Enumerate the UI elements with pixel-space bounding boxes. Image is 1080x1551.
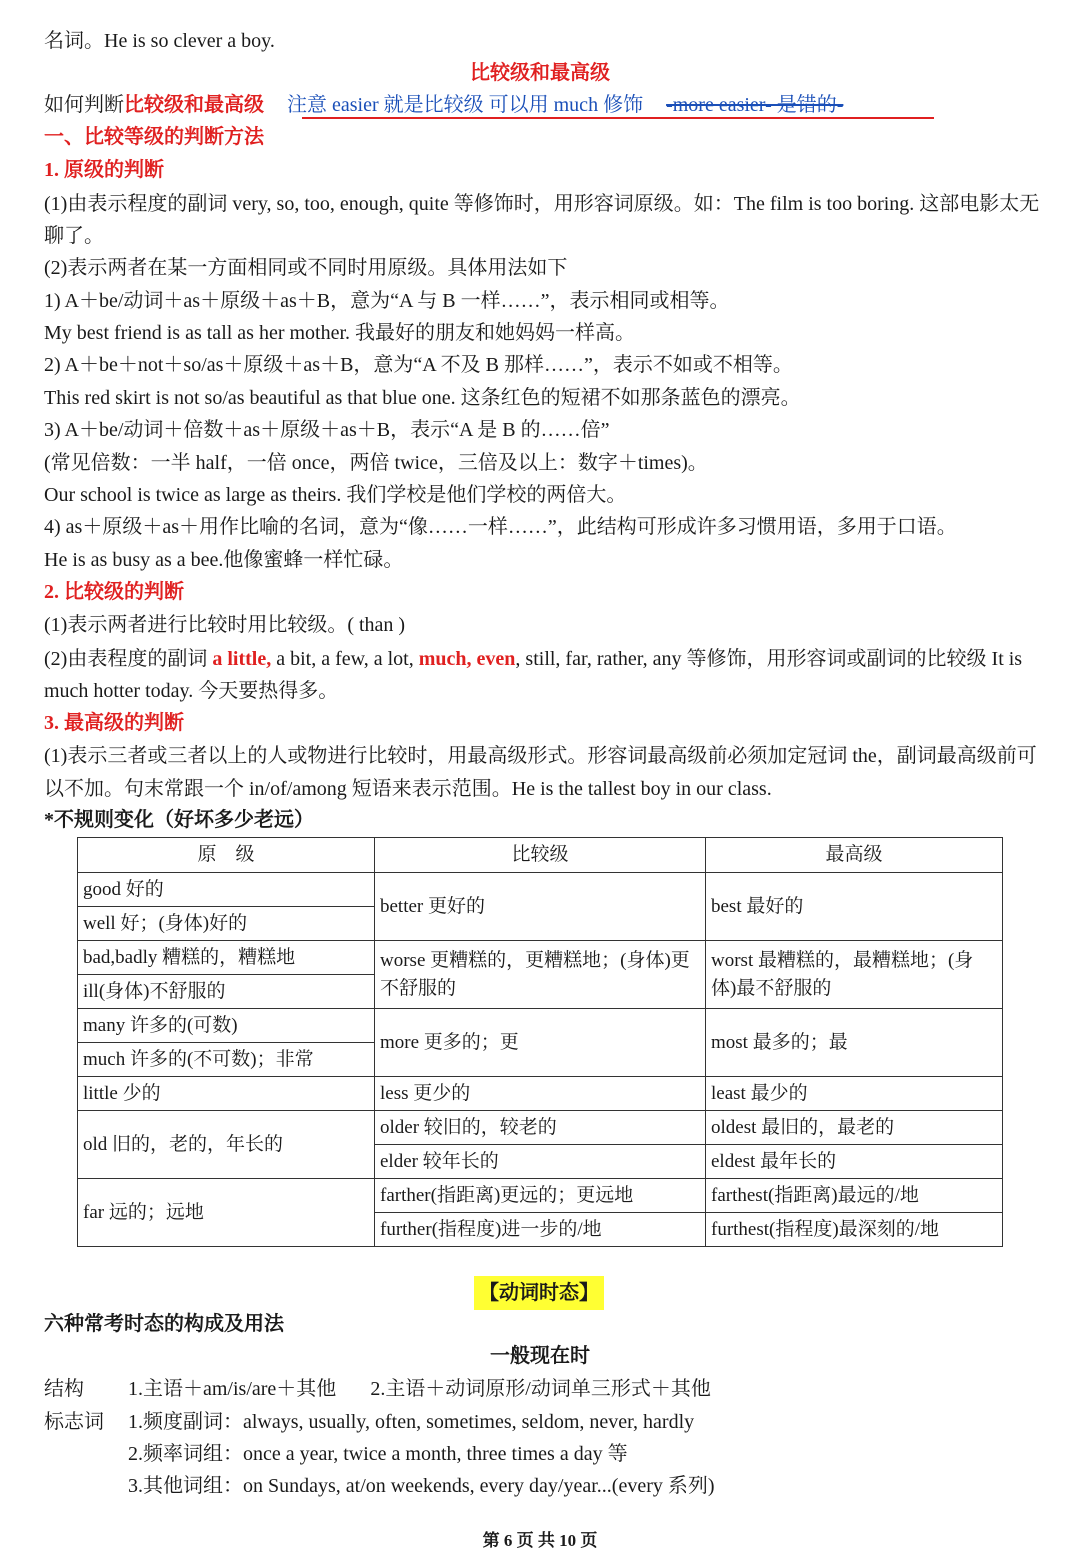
table-row — [78, 941, 1003, 975]
cell-much: much 许多的(不可数)；非常 — [78, 1043, 375, 1077]
para-8: (常见倍数：一半 half，一倍 once，两倍 twice，三倍及以上：数字＋times)。 — [44, 452, 708, 474]
cell-least: least 最少的 — [706, 1077, 1003, 1111]
header-base: 原 级 — [78, 838, 375, 873]
table-row — [78, 1077, 1003, 1111]
judge-note: 注意 easier 就是比较级 可以用 much 修饰 — [287, 94, 644, 116]
header-superlative: 最高级 — [706, 838, 1003, 873]
para-7: 3) A＋be/动词＋倍数＋as＋原级＋as＋B，表示“A 是 B 的……倍” — [44, 419, 610, 441]
cell-good: good 好的 — [78, 873, 375, 907]
para-13-a: (2)由表程度的副词 — [44, 648, 213, 670]
cell-far: far 远的；远地 — [78, 1179, 375, 1247]
marker-label: 标志词 — [44, 1411, 104, 1433]
structure-line — [44, 1374, 1040, 1404]
para-13-c: , still, far, rather, any 等修饰，用形容词或副词的比较级 It is much hotter today. 今天要热得多。 — [44, 648, 1023, 702]
para-13-red-1: a little, — [212, 648, 272, 670]
tense-subtitle: 一般现在时 — [490, 1345, 590, 1367]
para-10: 4) as＋原级＋as＋用作比喻的名词，意为“像……一样……”，此结构可形成许多习惯用语，多用于口语。 — [44, 516, 957, 538]
para-6: This red skirt is not so/as beautiful as that blue one. 这条红色的短裙不如那条蓝色的漂亮。 — [44, 387, 801, 409]
marker-1: 1.频度副词：always, usually, often, sometimes, seldom, never, hardly — [128, 1411, 695, 1433]
cell-eldest: eldest 最年长的 — [706, 1145, 1003, 1179]
main-title: 比较级和最高级 — [470, 62, 610, 84]
table-row — [78, 1009, 1003, 1043]
table-row — [78, 1111, 1003, 1145]
cell-well: well 好；(身体)好的 — [78, 907, 375, 941]
marker-2: 2.频率词组：once a year, twice a month, three times a day 等 — [128, 1443, 628, 1465]
para-14: (1)表示三者或三者以上的人或物进行比较时，用最高级形式。形容词最高级前必须加定冠词 the，副词最高级前可以不加。句末常跟一个 in/of/among 短语来表示范围。He is the tallest boy in our class. — [44, 745, 1037, 800]
table-header-row — [78, 838, 1003, 873]
marker-3: 3.其他词组：on Sundays, at/on weekends, every day/year...(every 系列) — [128, 1475, 715, 1497]
para-13-red-2: much, even — [418, 648, 516, 670]
para-13-b: a bit, a few, a lot, — [271, 648, 419, 670]
cell-farthest: farthest(指距离)最远的/地 — [706, 1179, 1003, 1213]
cell-oldest: oldest 最旧的，最老的 — [706, 1111, 1003, 1145]
cell-little: little 少的 — [78, 1077, 375, 1111]
cell-worst: worst 最糟糕的，最糟糕地；(身体)最不舒服的 — [706, 941, 1003, 1009]
structure-2: 2.主语＋动词原形/动词单三形式＋其他 — [370, 1378, 711, 1400]
page-footer: 第 6 页 共 10 页 — [482, 1531, 598, 1550]
irregular-title: *不规则变化（好坏多少老远） — [44, 809, 314, 831]
para-5: 2) A＋be＋not＋so/as＋原级＋as＋B，意为“A 不及 B 那样……”，表示不如或不相等。 — [44, 354, 793, 376]
irregular-table — [77, 837, 1003, 1247]
cell-further: further(指程度)进一步的/地 — [375, 1213, 706, 1247]
marker-line-1 — [44, 1407, 1040, 1437]
cell-farther: farther(指距离)更远的；更远地 — [375, 1179, 706, 1213]
cell-furthest: furthest(指程度)最深刻的/地 — [706, 1213, 1003, 1247]
para-4: My best friend is as tall as her mother. 我最好的朋友和她妈妈一样高。 — [44, 322, 636, 344]
cell-ill: ill(身体)不舒服的 — [78, 975, 375, 1009]
section1-title: 一、比较等级的判断方法 — [44, 126, 264, 148]
para-3: 1) A＋be/动词＋as＋原级＋as＋B，意为“A 与 B 一样……”，表示相同或相等。 — [44, 290, 730, 312]
para-9: Our school is twice as large as theirs. 我们学校是他们学校的两倍大。 — [44, 484, 627, 506]
cell-best: best 最好的 — [706, 873, 1003, 941]
heading-1: 1. 原级的判断 — [44, 159, 164, 181]
structure-label: 结构 — [44, 1378, 84, 1400]
cell-more: more 更多的；更 — [375, 1009, 706, 1077]
red-underline — [302, 117, 934, 119]
cell-older: older 较旧的，较老的 — [375, 1111, 706, 1145]
verb-tense-tag: 【动词时态】 — [474, 1276, 604, 1310]
top-line: 名词。He is so clever a boy. — [44, 30, 275, 52]
para-2: (2)表示两者在某一方面相同或不同时用原级。具体用法如下 — [44, 257, 568, 279]
cell-most: most 最多的；最 — [706, 1009, 1003, 1077]
header-comparative: 比较级 — [375, 838, 706, 873]
cell-old: old 旧的，老的，年长的 — [78, 1111, 375, 1179]
cell-elder: elder 较年长的 — [375, 1145, 706, 1179]
table-row — [78, 873, 1003, 907]
judge-red: 比较级和最高级 — [124, 94, 264, 116]
cell-less: less 更少的 — [375, 1077, 706, 1111]
cell-many: many 许多的(可数) — [78, 1009, 375, 1043]
heading-3: 3. 最高级的判断 — [44, 712, 184, 734]
cell-bad: bad,badly 糟糕的，糟糕地 — [78, 941, 375, 975]
structure-1: 1.主语＋am/is/are＋其他 — [128, 1378, 337, 1400]
judge-wrong: -more easier- 是错的- — [666, 94, 844, 116]
judge-line — [44, 90, 1040, 120]
heading-2: 2. 比较级的判断 — [44, 581, 184, 603]
cell-worse: worse 更糟糕的，更糟糕地；(身体)更不舒服的 — [375, 941, 706, 1009]
table-row — [78, 1179, 1003, 1213]
para-11: He is as busy as a bee.他像蜜蜂一样忙碌。 — [44, 549, 404, 571]
tense-title: 六种常考时态的构成及用法 — [44, 1313, 284, 1335]
judge-prefix: 如何判断 — [44, 94, 124, 116]
cell-better: better 更好的 — [375, 873, 706, 941]
para-13 — [44, 643, 1040, 707]
para-1: (1)由表示程度的副词 very, so, too, enough, quite 等修饰时，用形容词原级。如：The film is too boring. 这部电影太无聊了。 — [44, 193, 1040, 247]
para-12: (1)表示两者进行比较时用比较级。( than ) — [44, 614, 406, 636]
